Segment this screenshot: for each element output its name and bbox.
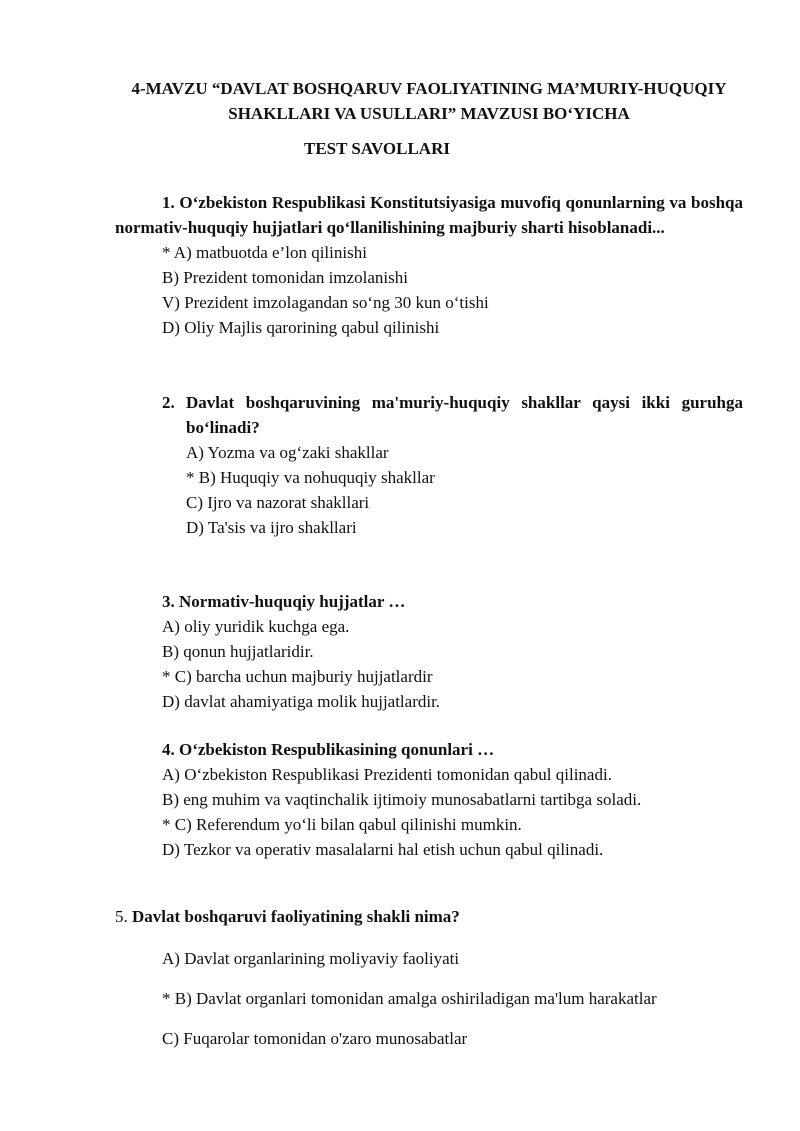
answer-option: D) Tezkor va operativ masalalarni hal etish uchun qabul qilinadi.	[162, 840, 604, 859]
question-number: 3.	[162, 592, 175, 611]
question-number: 5.	[115, 907, 128, 926]
answer-option: * B) Huquqiy va nohuquqiy shakllar	[186, 468, 435, 487]
question-1	[115, 190, 743, 340]
question-text	[162, 390, 743, 440]
question-text	[115, 190, 743, 240]
question-stem: O‘zbekiston Respublikasining qonunlari …	[179, 740, 495, 759]
question-text	[115, 904, 743, 929]
question-2	[162, 390, 743, 540]
answer-option: B) qonun hujjatlaridir.	[162, 642, 314, 661]
answer-option: D) Ta'sis va ijro shakllari	[186, 518, 357, 537]
answer-option: * C) barcha uchun majburiy hujjatlardir	[162, 667, 433, 686]
answer-option: A) oliy yuridik kuchga ega.	[162, 617, 350, 636]
answer-option: D) Oliy Majlis qarorining qabul qilinishi	[162, 318, 440, 337]
question-text	[162, 589, 743, 614]
question-number: 1.	[162, 193, 175, 212]
question-5	[115, 904, 743, 929]
answer-option: B) eng muhim va vaqtinchalik ijtimoiy munosabatlarni tartibga soladi.	[162, 790, 642, 809]
question-stem: Normativ-huquqiy hujjatlar …	[179, 592, 406, 611]
answer-option: V) Prezident imzolagandan so‘ng 30 kun o‘tishi	[162, 293, 489, 312]
question-text	[162, 737, 743, 762]
answer-option: * C) Referendum yo‘li bilan qabul qilinishi mumkin.	[162, 815, 522, 834]
question-4	[162, 737, 743, 862]
document-subtitle: TEST SAVOLLARI	[304, 139, 450, 158]
question-3	[162, 589, 743, 714]
answer-option: A) O‘zbekiston Respublikasi Prezidenti tomonidan qabul qilinadi.	[162, 765, 612, 784]
question-stem: Davlat boshqaruvining ma'muriy-huquqiy shakllar qaysi ikki guruhga bo‘linadi?	[186, 393, 743, 437]
answer-option: D) davlat ahamiyatiga molik hujjatlardir.	[162, 692, 441, 711]
question-stem: Davlat boshqaruvi faoliyatining shakli nima?	[132, 907, 460, 926]
answer-option: C) Fuqarolar tomonidan o'zaro munosabatlar	[162, 1029, 468, 1048]
question-stem: O‘zbekiston Respublikasi Konstitutsiyasiga muvofiq qonunlarning va boshqa normativ-huquqiy hujjatlari qo‘llanilishining majburiy sharti hisoblanadi...	[115, 193, 743, 237]
answer-option: A) Yozma va og‘zaki shakllar	[186, 443, 389, 462]
answer-option: * B) Davlat organlari tomonidan amalga oshiriladigan ma'lum harakatlar	[162, 989, 657, 1008]
answer-option: * A) matbuotda e’lon qilinishi	[162, 243, 367, 262]
question-number: 4.	[162, 740, 175, 759]
answer-option: A) Davlat organlarining moliyaviy faoliyati	[162, 949, 460, 968]
answer-option: C) Ijro va nazorat shakllari	[186, 493, 370, 512]
answer-option: B) Prezident tomonidan imzolanishi	[162, 268, 408, 287]
question-number: 2.	[162, 393, 175, 412]
document-title: 4-MAVZU “DAVLAT BOSHQARUV FAOLIYATINING MA’MURIY-HUQUQIY SHAKLLARI VA USULLARI” MAVZUSI BO‘YICHA	[131, 79, 727, 123]
